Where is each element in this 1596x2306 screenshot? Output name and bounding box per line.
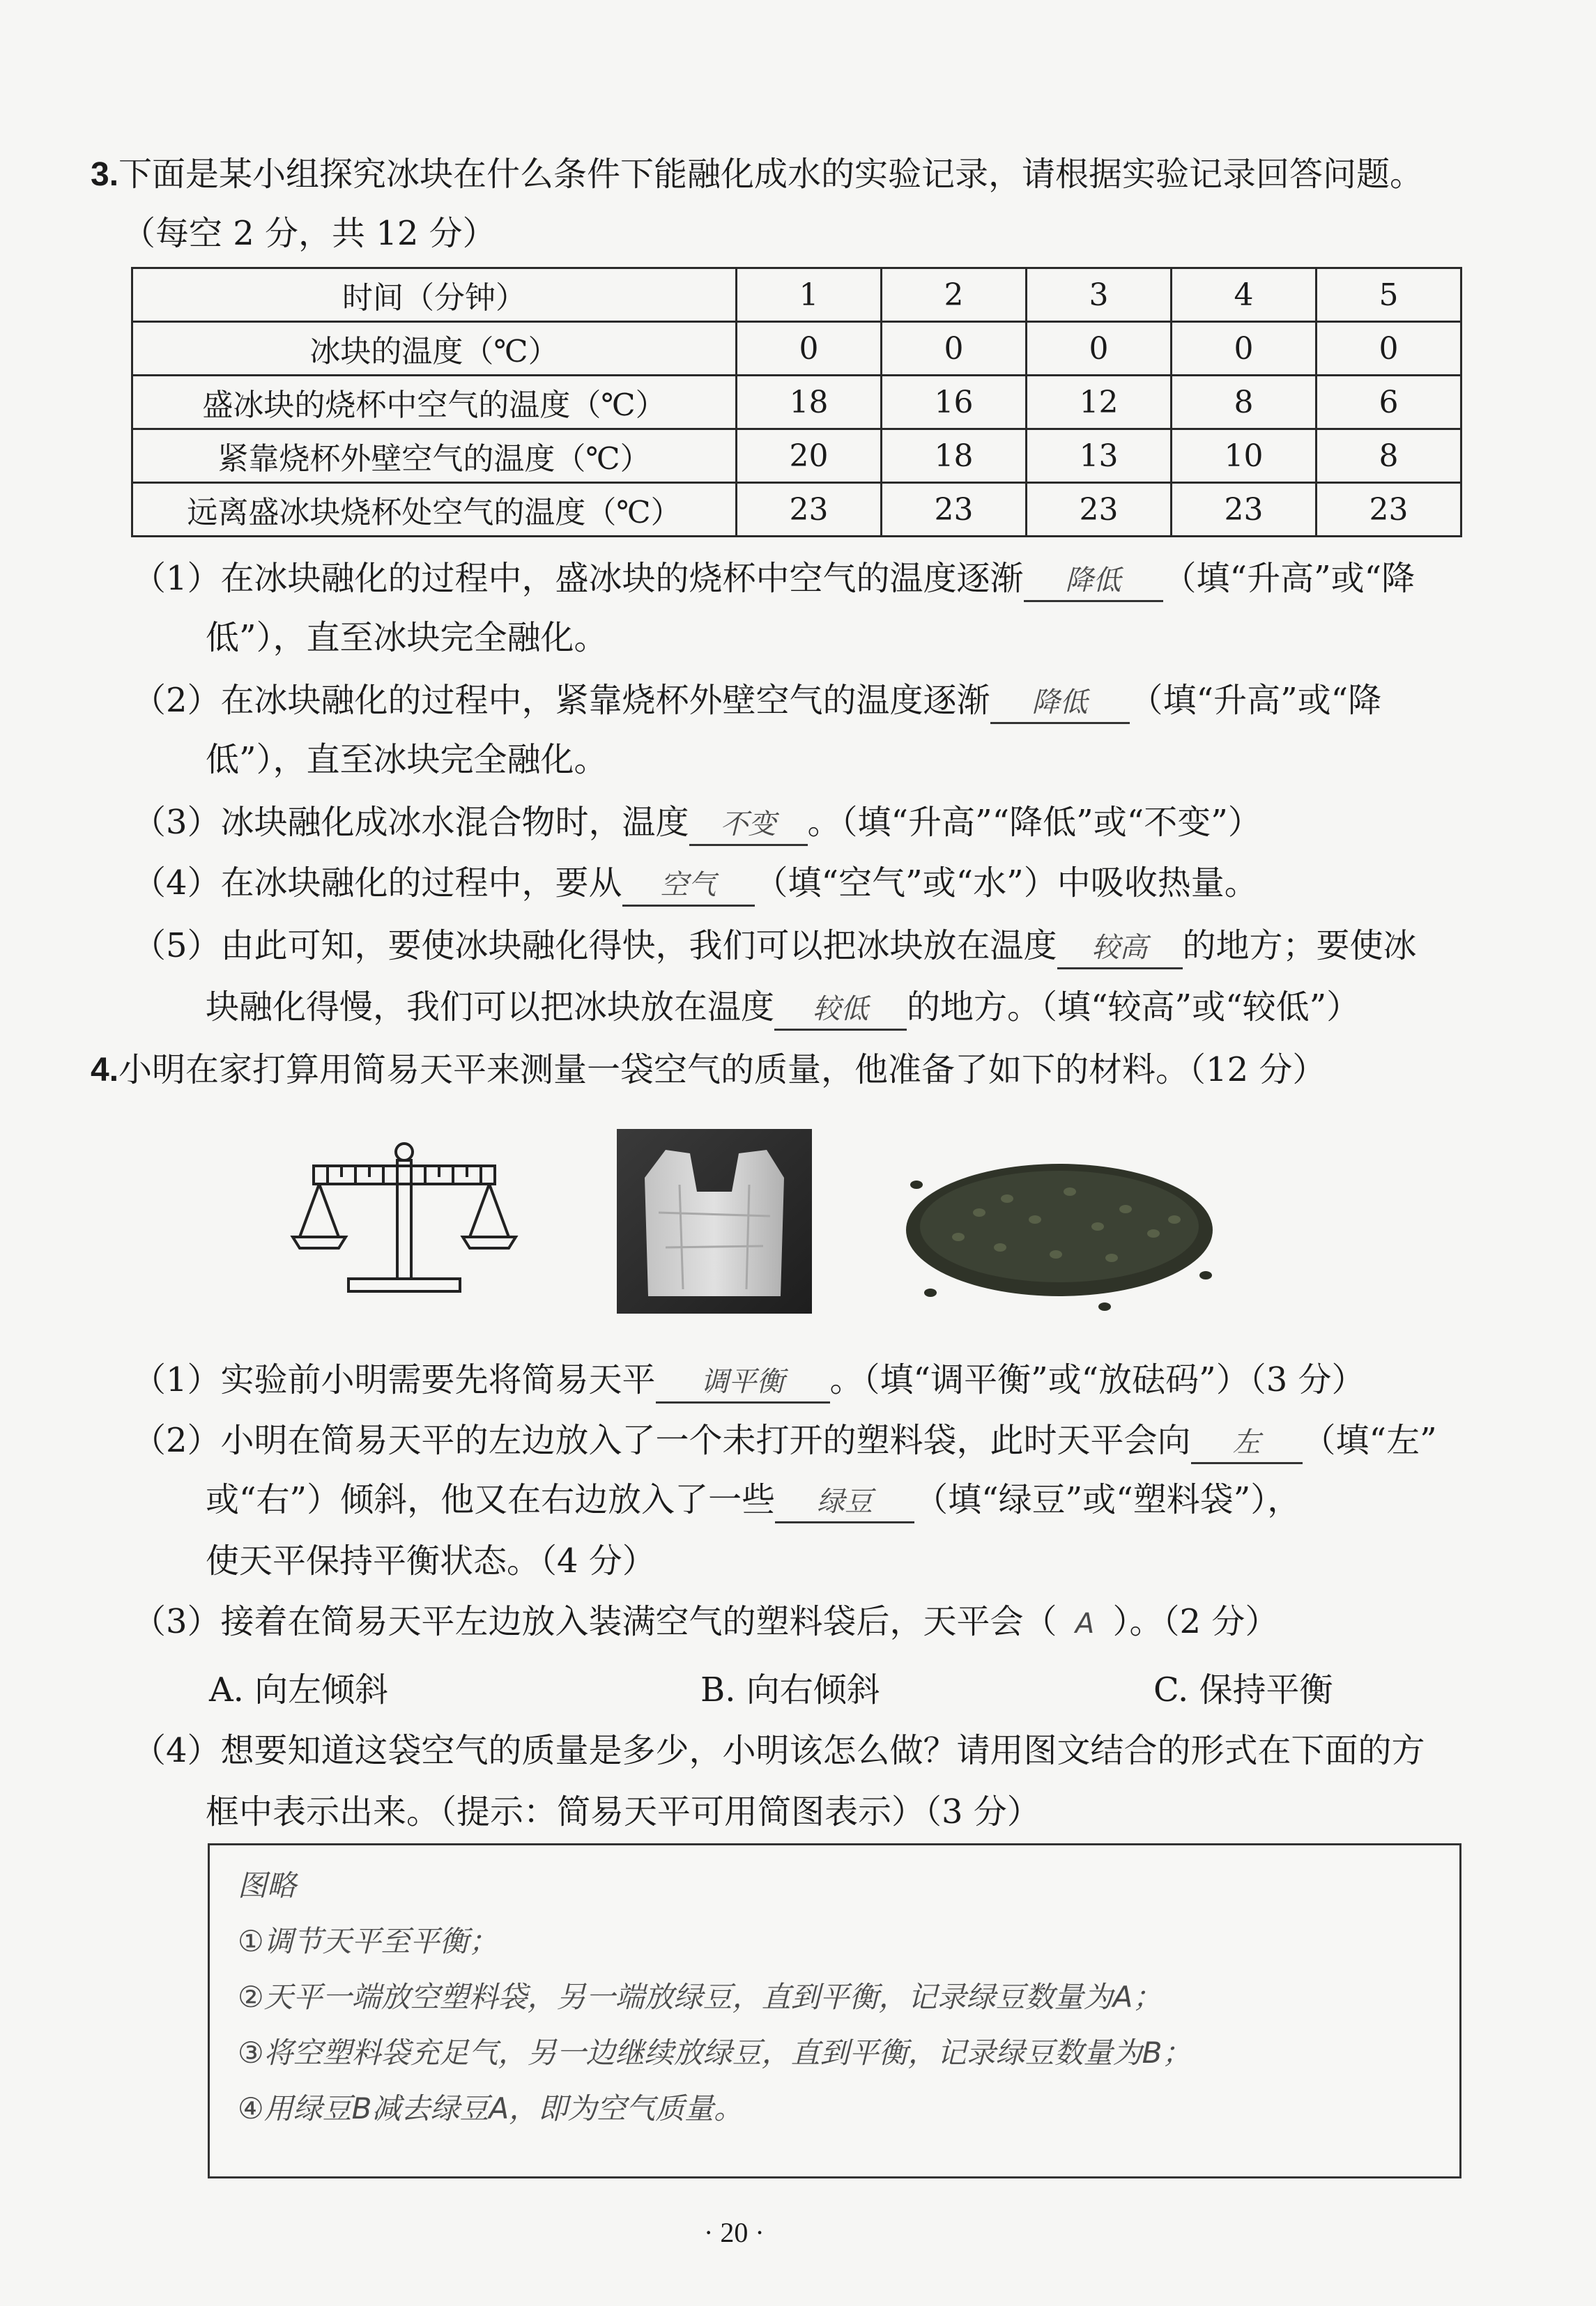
q4-sub2-line2 [206, 1479, 1300, 1523]
table-row [132, 322, 1461, 376]
q4-intro-text: 小明在家打算用简易天平来测量一袋空气的质量，他准备了如下的材料。（12 分） [118, 1050, 1326, 1089]
q3-sub1-text: （1）在冰块融化的过程中，盛冰块的烧杯中空气的温度逐渐 [132, 559, 1024, 598]
table-cell: 0 [1027, 322, 1172, 376]
q4-sub2-line3: 使天平保持平衡状态。（4 分） [206, 1542, 656, 1581]
q4-sub2-text: （2）小明在简易天平的左边放入了一个未打开的塑料袋，此时天平会向 [132, 1421, 1191, 1460]
q3-sub3-answer-blank[interactable] [689, 803, 808, 846]
q4-sub2-hint2: （填“绿豆”或“塑料袋”）， [914, 1480, 1301, 1519]
q3-sub3-hint: 。（填“升高”“降低”或“不变”） [807, 803, 1261, 842]
q3-sub5-answer1-blank[interactable] [1057, 926, 1183, 969]
q3-intro-text: 下面是某小组探究冰块在什么条件下能融化成水的实验记录，请根据实验记录回答问题。 [118, 155, 1424, 194]
answer-line: 图略 [238, 1868, 297, 1903]
answer-line: ③将空塑料袋充足气，另一边继续放绿豆，直到平衡，记录绿豆数量为B； [238, 2036, 1192, 2070]
q3-sub4-answer-blank[interactable] [622, 863, 755, 907]
q4-sub1-answer: 调平衡 [700, 1366, 785, 1398]
table-row [132, 376, 1461, 429]
q3-sub3-answer: 不变 [720, 808, 776, 840]
q4-sub3-hint: ）。（2 分） [1112, 1602, 1279, 1641]
q3-sub2-hint: （填“升高”或“降 [1129, 681, 1382, 720]
q3-sub3-text: （3）冰块融化成冰水混合物时，温度 [132, 803, 689, 842]
q3-sub3 [132, 801, 1261, 846]
q3-sub5-line2 [206, 986, 1360, 1031]
table-cell: 23 [737, 483, 882, 537]
table-cell: 12 [1027, 376, 1172, 429]
q4-sub2-answer1: 左 [1232, 1427, 1261, 1459]
q3-sub1-answer: 降低 [1065, 564, 1121, 597]
q4-sub3-text: （3）接着在简易天平左边放入装满空气的塑料袋后，天平会（ [132, 1602, 1057, 1641]
table-cell: 13 [1027, 429, 1172, 483]
q3-sub2-text: （2）在冰块融化的过程中，紧靠烧杯外壁空气的温度逐渐 [132, 681, 990, 720]
table-cell: 10 [1172, 429, 1317, 483]
table-cell: 远离盛冰块烧杯处空气的温度（℃） [132, 483, 737, 537]
q3-sub4-hint: （填“空气”或“水”）中吸收热量。 [754, 863, 1258, 902]
q3-sub2-answer: 降低 [1031, 686, 1088, 718]
q4-sub4-line1: （4）想要知道这袋空气的质量是多少，小明该怎么做？请用图文结合的形式在下面的方 [132, 1731, 1425, 1770]
answer-line: ①调节天平至平衡； [238, 1924, 498, 1958]
q3-sub1-line2: 低”），直至冰块完全融化。 [206, 618, 608, 657]
table-cell: 0 [1172, 322, 1317, 376]
q3-sub5-answer2-blank[interactable] [774, 987, 907, 1031]
table-cell: 23 [1317, 483, 1461, 537]
q3-sub2-answer-blank[interactable] [990, 681, 1130, 724]
table-cell: 0 [1317, 322, 1461, 376]
table-header-row [132, 268, 1461, 322]
q4-sub2-answer2-blank[interactable] [775, 1480, 914, 1523]
q3-sub1-line1 [132, 558, 1415, 602]
table-cell: 20 [737, 429, 882, 483]
q3-sub2-line1 [132, 679, 1381, 724]
q4-sub2-answer2: 绿豆 [817, 1486, 873, 1518]
plastic-bag-image [617, 1129, 812, 1314]
q4-sub3 [132, 1601, 1278, 1645]
q4-sub3-answer-blank[interactable] [1057, 1601, 1113, 1645]
q3-sub4-text: （4）在冰块融化的过程中，要从 [132, 863, 622, 902]
q4-sub2-answer1-blank[interactable] [1191, 1421, 1303, 1464]
table-cell: 4 [1172, 268, 1317, 322]
q3-sub5-answer1: 较高 [1091, 932, 1148, 964]
q4-sub1-answer-blank[interactable] [656, 1360, 830, 1404]
q3-sub5-hint: 的地方。（填“较高”或“较低”） [907, 987, 1360, 1027]
q3-sub4 [132, 862, 1258, 907]
option-b[interactable]: B. 向右倾斜 [700, 1670, 880, 1709]
option-c[interactable]: C. 保持平衡 [1153, 1670, 1333, 1709]
q4-intro [91, 1049, 1326, 1091]
answer-line: ②天平一端放空塑料袋，另一端放绿豆，直到平衡，记录绿豆数量为A； [238, 1980, 1163, 2014]
q4-sub1-hint: 。（填“调平衡”或“放砝码”）（3 分） [829, 1360, 1365, 1399]
table-cell: 16 [882, 376, 1027, 429]
table-cell: 6 [1317, 376, 1461, 429]
table-cell: 盛冰块的烧杯中空气的温度（℃） [132, 376, 737, 429]
answer-box[interactable] [208, 1843, 1461, 2178]
q3-sub4-answer: 空气 [660, 869, 716, 901]
q3-sub5-answer2: 较低 [813, 993, 869, 1025]
table-cell: 8 [1317, 429, 1461, 483]
table-cell: 1 [737, 268, 882, 322]
option-a[interactable]: A. 向左倾斜 [209, 1670, 389, 1709]
q4-sub1 [132, 1359, 1365, 1404]
table-cell: 23 [1172, 483, 1317, 537]
table-cell: 2 [882, 268, 1027, 322]
answer-line: ④用绿豆B减去绿豆A，即为空气质量。 [238, 2091, 744, 2126]
mung-beans-image [896, 1143, 1223, 1317]
table-row [132, 429, 1461, 483]
table-cell: 0 [737, 322, 882, 376]
q4-sub2-line1 [132, 1420, 1437, 1464]
q3-sub1-hint: （填“升高”或“降 [1163, 559, 1415, 598]
table-cell: 23 [1027, 483, 1172, 537]
q4-number: 4. [91, 1052, 119, 1089]
table-cell: 8 [1172, 376, 1317, 429]
table-cell: 冰块的温度（℃） [132, 322, 737, 376]
table-row [132, 483, 1461, 537]
q3-sub5-text: （5）由此可知，要使冰块融化得快，我们可以把冰块放在温度 [132, 926, 1057, 965]
q4-sub4-line2: 框中表示出来。（提示：简易天平可用简图表示）（3 分） [206, 1792, 1041, 1831]
table-cell: 18 [882, 429, 1027, 483]
q4-sub3-answer: A [1075, 1608, 1095, 1640]
experiment-table [131, 267, 1462, 537]
q3-sub2-line2: 低”），直至冰块完全融化。 [206, 740, 608, 779]
page-number: · 20 · [704, 2217, 765, 2248]
balance-scale-image [286, 1139, 523, 1300]
q3-sub5-text3: 块融化得慢，我们可以把冰块放在温度 [206, 987, 775, 1027]
q3-number: 3. [91, 156, 119, 193]
q4-sub2-text2: 或“右”）倾斜，他又在右边放入了一些 [206, 1480, 776, 1519]
q3-score: （每空 2 分，共 12 分） [122, 214, 496, 253]
table-cell: 紧靠烧杯外壁空气的温度（℃） [132, 429, 737, 483]
table-cell: 时间（分钟） [132, 268, 737, 322]
table-cell: 18 [737, 376, 882, 429]
table-cell: 23 [882, 483, 1027, 537]
q4-sub2-hint1: （填“左” [1302, 1421, 1437, 1460]
q3-intro [91, 153, 1423, 196]
table-cell: 3 [1027, 268, 1172, 322]
table-cell: 5 [1317, 268, 1461, 322]
q3-sub5-text2: 的地方；要使冰 [1182, 926, 1417, 965]
q4-sub1-text: （1）实验前小明需要先将简易天平 [132, 1360, 656, 1399]
q3-sub1-answer-blank[interactable] [1024, 559, 1163, 602]
table-cell: 0 [882, 322, 1027, 376]
q3-sub5-line1 [132, 925, 1417, 969]
